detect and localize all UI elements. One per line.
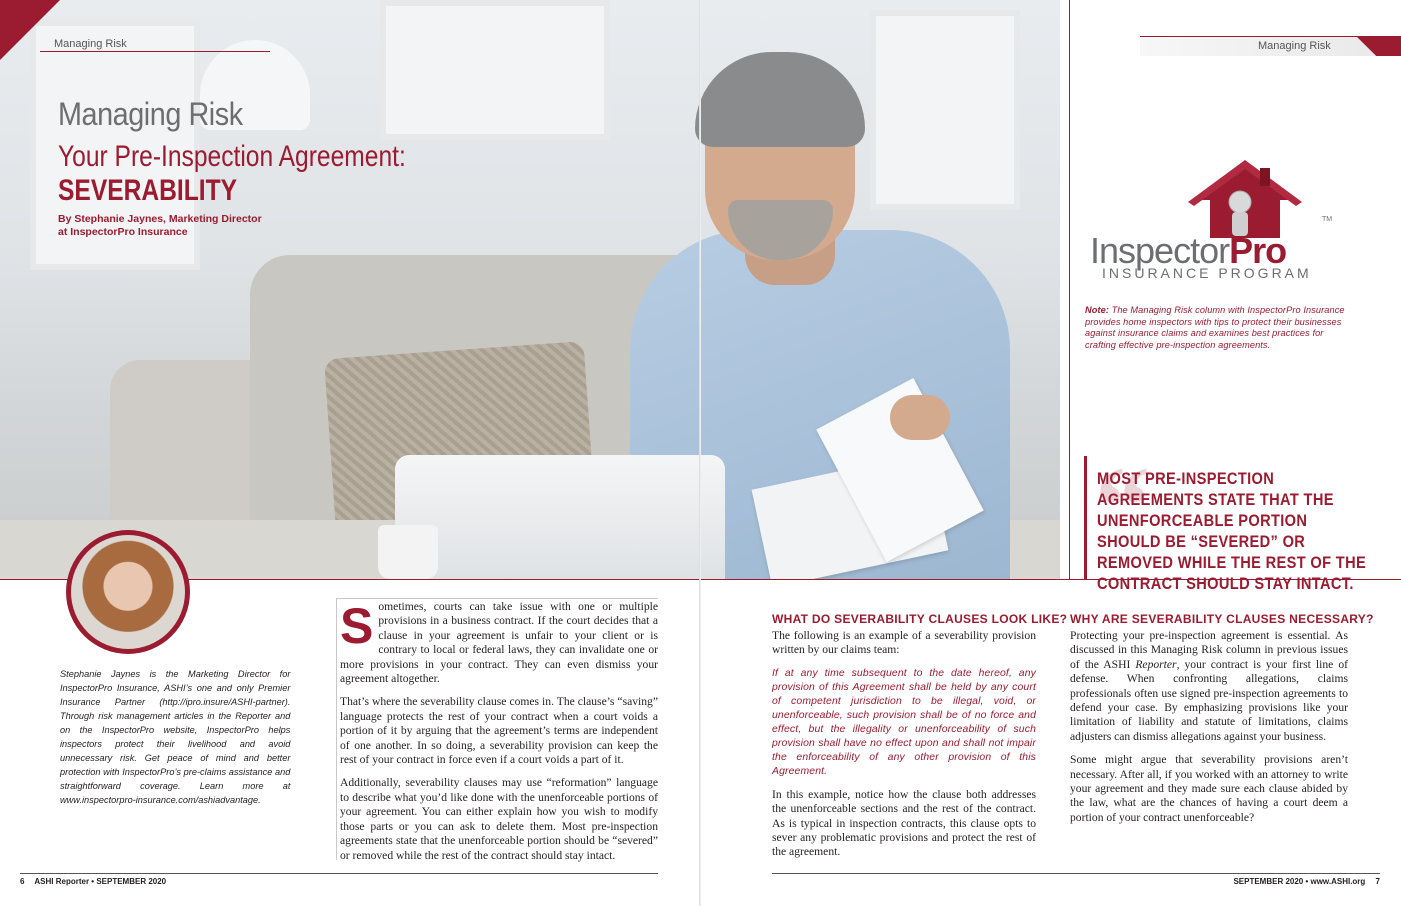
byline-line-1: By Stephanie Jaynes, Marketing Director: [58, 213, 262, 225]
logo-subtitle: INSURANCE PROGRAM: [1102, 265, 1312, 281]
house-icon: [1180, 160, 1310, 240]
footer-date-site: SEPTEMBER 2020 • www.ASHI.org: [1233, 877, 1366, 886]
page-number-left: 6: [20, 877, 25, 886]
hero-photo: [0, 0, 1060, 579]
quote-mark-icon: “: [1095, 444, 1150, 566]
byline: [58, 213, 262, 239]
paragraph-example-analysis: In this example, notice how the clause both addresses the unenforceable sections and the rest of the contract. As is typical in inspection contracts, this clause opts to sever any problematic provisions and protect the rest of the agreement.: [772, 787, 1036, 859]
article-title: Your Pre-Inspection Agreement:: [58, 140, 406, 173]
body-column-right-2: [1070, 612, 1374, 834]
section-tab-left: [40, 36, 276, 52]
paragraph-example-intro: The following is an example of a severability provision written by our claims team:: [772, 629, 1036, 657]
sample-clause: If at any time subsequent to the date hereof, any provision of this Agreement shall be held by any court of competent jurisdiction to be illegal, void, or unenforceable, such provision shall be of no force and effect, but the illegality or unenforceability of such provision shall have no effect upon and shall not impair the enforceability of any other provision of this Agreement.: [772, 667, 1036, 777]
logo-wordmark: InspectorPro: [1090, 230, 1287, 271]
byline-line-2: at InspectorPro Insurance: [58, 226, 188, 238]
paragraph-1: Sometimes, courts can take issue with one or multiple provisions in a business contract. If the court decides that a clause in your agreement is unfair to your client or is contrary to local or federal laws, they can invalidate one or more provisions in your contract. They can even dismiss your agreement altogether.: [340, 598, 658, 686]
section-tab-label: Managing Risk: [1258, 40, 1331, 52]
heading-why-necessary: WHY ARE SEVERABILITY CLAUSES NECESSARY?: [1070, 612, 1374, 626]
trademark: TM: [1322, 216, 1333, 223]
paragraph-2: That’s where the severability clause comes in. The clause’s “saving” language protects the rest of your contract when a court voids a portion of it by arguing that the agreement’s terms are independent of one another. In so doing, a severability provision can keep the rest of your contract in force even if a court voids a part of it.: [340, 695, 658, 767]
paragraph-why-2: Some might argue that severability provisions aren’t necessary. After all, if you worked with an attorney to write your agreement and they made sure each clause abided by the law, what are the chances of having a court deem a portion of your contract unenforceable?: [1070, 753, 1348, 824]
page-spine: [699, 0, 701, 906]
section-tab-label: Managing Risk: [54, 38, 127, 50]
divider-vertical-right: [1069, 0, 1070, 579]
article-kicker: Managing Risk: [58, 96, 243, 132]
author-avatar: [66, 530, 190, 654]
author-bio: Stephanie Jaynes is the Marketing Director for InspectorPro Insurance, ASHI’s one and only Premier Insurance Partner (http://ipro.insure/ASHI-partner). Through risk management articles in the Reporter and on the InspectorPro website, InspectorPro helps inspectors protect their livelihood and avoid unnecessary risk. Get peace of mind and better protection with InspectorPro’s pre-claims assistance and straightforward coverage. Learn more at www.inspectorpro-insurance.com/ashiadvantage.: [60, 669, 291, 806]
body-column-right-1: [772, 612, 1068, 869]
footer-left: [20, 873, 658, 886]
footer-publication: ASHI Reporter • SEPTEMBER 2020: [34, 877, 167, 886]
inspectorpro-logo: [1090, 160, 1350, 290]
page-number-right: 7: [1375, 877, 1380, 886]
pull-quote-text: MOST PRE-INSPECTION AGREEMENTS STATE THAT THE UNENFORCEABLE PORTION SHOULD BE “SEVERED” OR REMOVED WHILE THE REST OF THE CONTRACT SHOULD STAY INTACT.: [1097, 469, 1367, 593]
note-label: Note:: [1085, 305, 1109, 315]
section-tab-right: [1120, 36, 1401, 56]
footer-right: [772, 873, 1380, 886]
pull-quote: [1084, 444, 1374, 593]
body-column-left: [340, 600, 658, 872]
drop-cap: S: [340, 598, 374, 654]
paragraph-3: Additionally, severability clauses may use “reformation” language to describe what you’d like done with the unenforceable portions of your agreement. You can either explain how you wish to modify those parts or you can ask to delete them. Most pre-inspection agreements state that the unenforceable portion should be “severed” or removed while the rest of the contract should stay intact.: [340, 776, 658, 862]
editor-note: [1085, 305, 1345, 351]
paragraph-why-1: Protecting your pre-inspection agreement is essential. As discussed in this Managing Risk column in previous issues of the ASHI Reporter, your contract is your first line of defense. When confronting allegations, claims professionals often use signed pre-inspection agreements to defend your case. By emphasizing provisions like your limitation of liability and statute of limitations, claims adjusters can dismiss allegations against your business.: [1070, 629, 1348, 743]
heading-what-do: WHAT DO SEVERABILITY CLAUSES LOOK LIKE?: [772, 612, 1068, 626]
note-text: The Managing Risk column with InspectorPro Insurance provides home inspectors with tips to protect their businesses against insurance claims and examines best practices for crafting effective pre-inspection agreements.: [1085, 305, 1345, 350]
article-title-emphasis: SEVERABILITY: [58, 174, 238, 207]
